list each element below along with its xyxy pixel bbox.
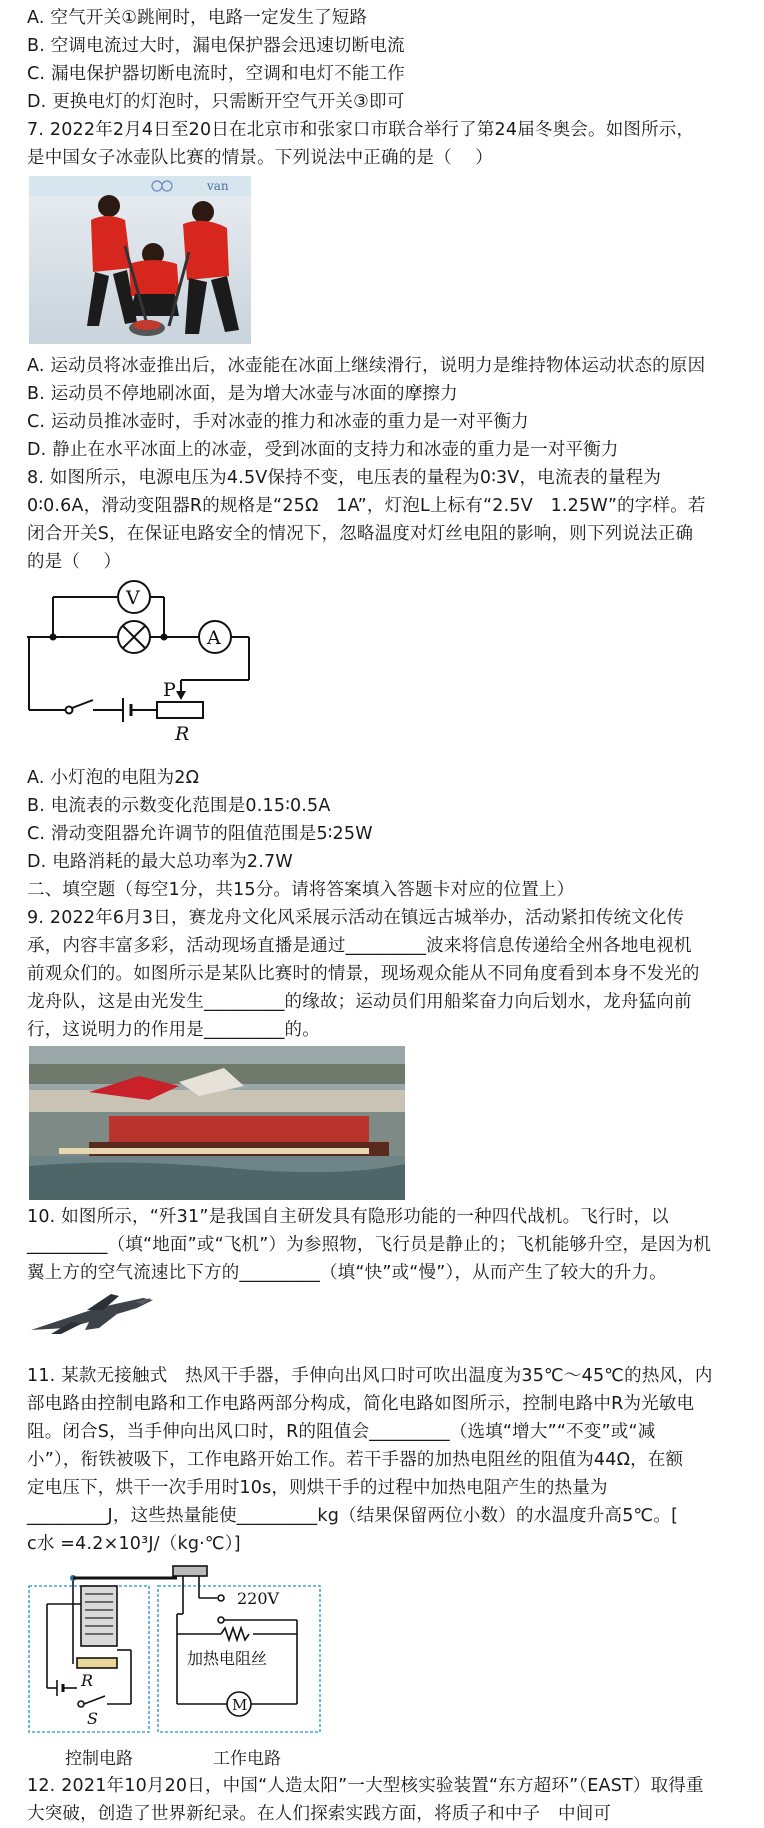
banner-text: van bbox=[207, 179, 229, 193]
motor-label: M bbox=[232, 1696, 248, 1714]
q7-option-a: A. 运动员将冰壶推出后，冰壶能在冰面上继续滑行，说明力是维持物体运动状态的原因 bbox=[27, 356, 706, 376]
switch-s-label: S bbox=[87, 1709, 98, 1728]
heater-label: 加热电阻丝 bbox=[187, 1649, 268, 1668]
q11-line6: _________J，这些热量能使_________kg（结果保留两位小数）的水温度升高5℃。[ bbox=[27, 1506, 679, 1526]
q8-stem-line2: 0∶0.6A，滑动变阻器R的规格是“25Ω 1A”，灯泡L上标有“2.5V 1.25W”的字样。若 bbox=[27, 496, 706, 516]
q8-circuit-diagram bbox=[27, 580, 257, 760]
q7-stem-line2: 是中国女子冰壶队比赛的情景。下列说法中正确的是（ ） bbox=[27, 148, 493, 168]
q6-option-d: D. 更换电灯的灯泡时，只需断开空气开关③即可 bbox=[27, 92, 405, 112]
q8-option-c: C. 滑动变阻器允许调节的阻值范围是5∶25W bbox=[27, 824, 373, 844]
q7-option-b: B. 运动员不停地刷冰面，是为增大冰壶与冰面的摩擦力 bbox=[27, 384, 458, 404]
q12-line1: 12. 2021年10月20日，中国“人造太阳”一大型核实验装置“东方超环”（EAST）取得重 bbox=[27, 1776, 704, 1796]
q11-line1: 11. 某款无接触式 热风干手器，手伸向出风口时可吹出温度为35℃～45℃的热风，内 bbox=[27, 1366, 713, 1386]
q8-option-d: D. 电路消耗的最大总功率为2.7W bbox=[27, 852, 293, 872]
q8-stem-line3: 闭合开关S，在保证电路安全的情况下，忽略温度对灯丝电阻的影响，则下列说法正确 bbox=[27, 524, 694, 544]
section-heading: 二、填空题（每空1分，共15分。请将答案填入答题卡对应的位置上） bbox=[27, 880, 575, 900]
hand-dryer-circuit-diagram bbox=[27, 1564, 327, 1740]
q11-line3: 阻。闭合S，当手伸向出风口时，R的阻值会_________（选填“增大”“不变”或“减 bbox=[27, 1422, 656, 1442]
q7-option-d: D. 静止在水平冰面上的冰壶，受到冰面的支持力和冰壶的重力是一对平衡力 bbox=[27, 440, 619, 460]
q10-line2: _________（填“地面”或“飞机”）为参照物，飞行员是静止的；飞机能够升空，是因为机 bbox=[27, 1235, 712, 1255]
q6-option-b: B. 空调电流过大时，漏电保护器会迅速切断电流 bbox=[27, 36, 405, 56]
q8-stem-line4: 的是（ ） bbox=[27, 552, 122, 572]
q6-option-a: A. 空气开关①跳闸时，电路一定发生了短路 bbox=[27, 8, 368, 28]
ldr-r-label: R bbox=[81, 1671, 94, 1690]
q8-stem-line1: 8. 如图所示，电源电压为4.5V保持不变，电压表的量程为0∶3V，电流表的量程为 bbox=[27, 468, 662, 488]
resistor-label: R bbox=[175, 723, 190, 745]
dragon-boat-photo bbox=[29, 1046, 405, 1200]
q12-line2: 大突破，创造了世界新纪录。在人们探索实践方面，将质子和中子 中间可 bbox=[27, 1804, 612, 1824]
q9-line1: 9. 2022年6月3日，赛龙舟文化风采展示活动在镇远古城举办，活动紧扣传统文化传 bbox=[27, 908, 685, 928]
q11-line7: c水 =4.2×10³J/（kg·℃）] bbox=[27, 1534, 241, 1554]
q8-option-a: A. 小灯泡的电阻为2Ω bbox=[27, 768, 200, 788]
voltage-label: 220V bbox=[237, 1589, 280, 1608]
ammeter-label: A bbox=[207, 627, 221, 649]
q9-line5: 行，这说明力的作用是_________的。 bbox=[27, 1020, 320, 1040]
voltmeter-label: V bbox=[126, 587, 140, 609]
q10-line1: 10. 如图所示，“歼31”是我国自主研发具有隐形功能的一种四代战机。飞行时，以 bbox=[27, 1207, 669, 1227]
q9-line3: 前观众们的。如图所示是某队比赛时的情景，现场观众能从不同角度看到本身不发光的 bbox=[27, 964, 700, 984]
control-circuit-caption: 控制电路 bbox=[65, 1749, 133, 1769]
q9-line4: 龙舟队，这是由光发生_________的缘故；运动员们用船桨奋力向后划水，龙舟猛向前 bbox=[27, 992, 692, 1012]
q7-stem-line1: 7. 2022年2月4日至20日在北京市和张家口市联合举行了第24届冬奥会。如图所示， bbox=[27, 120, 695, 140]
q10-line3: 翼上方的空气流速比下方的_________（填“快”或“慢”），从而产生了较大的升力。 bbox=[27, 1263, 667, 1283]
slider-label: P bbox=[163, 679, 176, 701]
q6-option-c: C. 漏电保护器切断电流时，空调和电灯不能工作 bbox=[27, 64, 405, 84]
q7-option-c: C. 运动员推冰壶时，手对冰壶的推力和冰壶的重力是一对平衡力 bbox=[27, 412, 529, 432]
q11-line2: 部电路由控制电路和工作电路两部分构成，简化电路如图所示，控制电路中R为光敏电 bbox=[27, 1394, 695, 1414]
q11-line5: 定电压下，烘干一次手用时10s，则烘干手的过程中加热电阻产生的热量为 bbox=[27, 1478, 608, 1498]
work-circuit-caption: 工作电路 bbox=[213, 1749, 281, 1769]
q9-line2: 承，内容丰富多彩，活动现场直播是通过_________波来将信息传递给全州各地电视机 bbox=[27, 936, 692, 956]
q11-line4: 小”），衔铁被吸下，工作电路开始工作。若干手器的加热电阻丝的阻值为44Ω，在额 bbox=[27, 1450, 684, 1470]
q8-option-b: B. 电流表的示数变化范围是0.15∶0.5A bbox=[27, 796, 331, 816]
curling-photo bbox=[29, 176, 251, 344]
fighter-jet-image bbox=[27, 1288, 161, 1340]
